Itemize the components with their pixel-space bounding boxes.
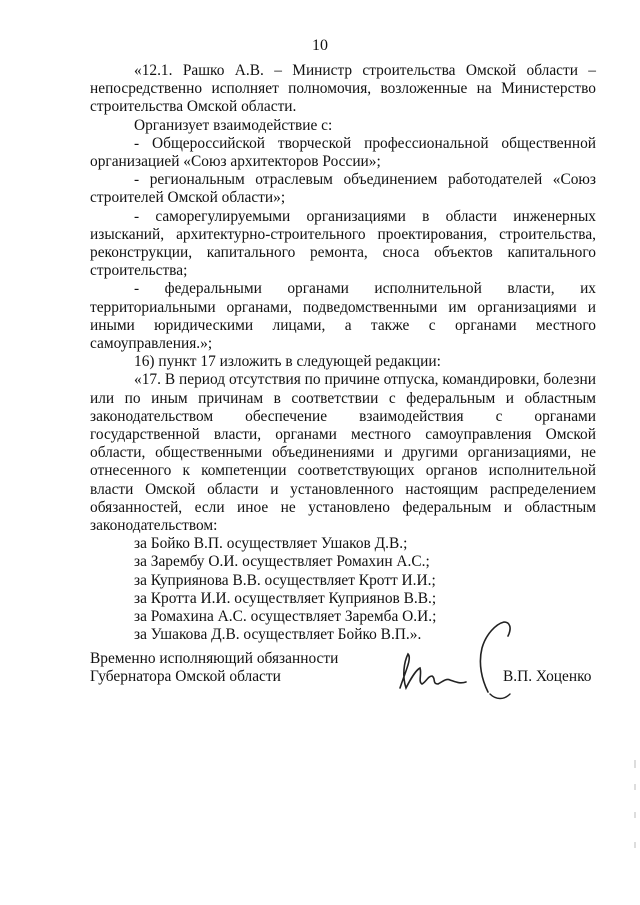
paragraph-sro: - саморегулируемыми организациями в области инженерных изысканий, архитектурно-строительного проектирования, строительства, реконструкции, капитального ремонта, сноса объектов капитального строительства; [90,207,596,280]
substitution-line: за Зарембу О.И. осуществляет Ромахин А.С.; [134,553,430,571]
paragraph-item-17: «17. В период отсутствия по причине отпуска, командировки, болезни или по иным причинам в соответствии с федеральным и областным законодательством обеспечение взаимодействия с органами государственной власти, органами местного самоуправления Омской области, общественными объединениями и другими организациями, не отнесенного к компетенции соответствующих органов исполнительной власти Омской области и установленного настоящим распределением обязанностей, если иное не установлено федеральным и областным законодательством: [90,371,596,535]
substitution-line: за Куприянова В.В. осуществляет Кротт И.И.; [134,571,436,589]
substitution-list [90,535,596,644]
substitution-line: за Кротта И.И. осуществляет Куприянов В.В.; [134,589,437,607]
substitution-line: за Ромахина А.С. осуществляет Заремба О.И.; [134,608,437,626]
signer-name: В.П. Хоценко [503,668,592,685]
signature-block [90,650,596,700]
handwritten-signature [386,610,516,710]
substitution-line: за Бойко В.П. осуществляет Ушаков Д.В.; [134,535,408,553]
page-number: 10 [312,37,328,54]
paragraph-rashko: «12.1. Рашко А.В. – Министр строительства Омской области – непосредственно исполняет полномочия, возложенные на Министерство строительства Омской области. [90,62,596,116]
signer-title-line-2: Губернатора Омской области [90,668,281,686]
margin-scan-marks [632,760,638,860]
paragraph-item-16: 16) пункт 17 изложить в следующей редакции: [134,353,441,371]
signer-title [90,650,338,686]
paragraph-federal-bodies: - федеральными органами исполнительной власти, их территориальными органами, подведомственными им организациями и иными юридическими лицами, а также с органами местного самоуправления.»; [90,280,596,353]
substitution-line: за Ушакова Д.В. осуществляет Бойко В.П.». [134,626,422,644]
paragraph-union-architects: - Общероссийской творческой профессиональной общественной организацией «Союз архитекторов России»; [90,134,596,171]
document-body [90,62,596,645]
paragraph-interaction-intro: Организует взаимодействие с: [134,116,333,134]
paragraph-union-builders: - региональным отраслевым объединением работодателей «Союз строителей Омской области»; [90,171,596,207]
signer-title-line-1: Временно исполняющий обязанности [90,650,339,667]
